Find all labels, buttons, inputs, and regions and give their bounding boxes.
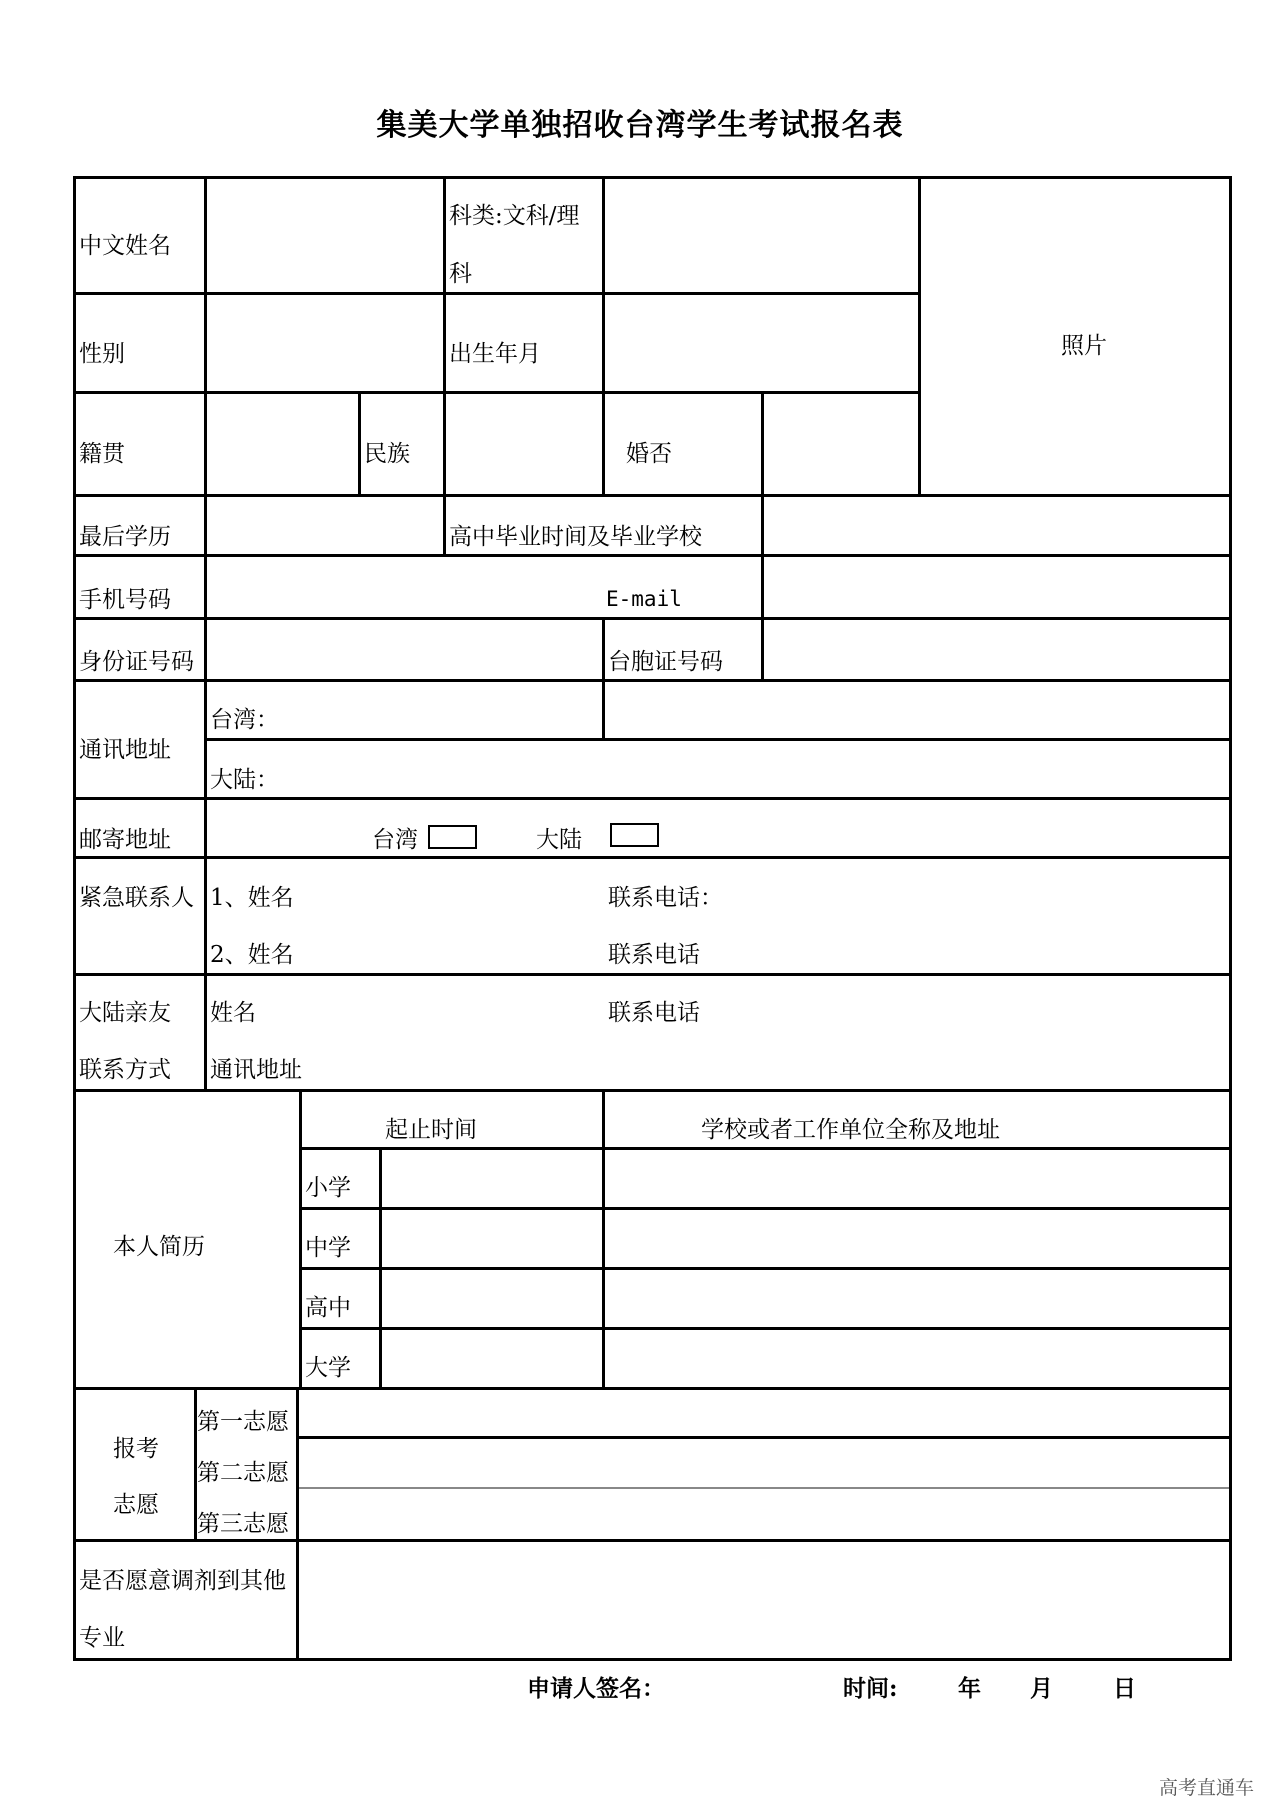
row-divider	[76, 617, 1229, 620]
form-title: 集美大学单独招收台湾学生考试报名表	[376, 108, 904, 143]
label-photo: 照片	[1061, 333, 1107, 359]
label-subject-line1: 科类:文科/理	[449, 203, 580, 229]
label-gender: 性别	[79, 341, 125, 367]
label-native-place: 籍贯	[79, 441, 125, 467]
relatives-phone: 联系电话	[608, 1000, 700, 1026]
mailing-mainland-checkbox[interactable]	[610, 823, 659, 847]
mailing-taiwan: 台湾	[372, 827, 418, 853]
row-divider	[302, 1147, 1229, 1150]
choice-second: 第二志愿	[197, 1460, 289, 1486]
label-adjust-line2: 专业	[79, 1625, 125, 1651]
label-choices-line2: 志愿	[113, 1492, 159, 1518]
label-marital: 婚否	[626, 441, 672, 467]
label-emergency: 紧急联系人	[79, 885, 194, 911]
row-divider	[76, 973, 1229, 976]
row-divider	[76, 1539, 1229, 1542]
label-adjust-line1: 是否愿意调剂到其他	[79, 1568, 286, 1594]
row-divider	[302, 1327, 1229, 1330]
label-mailing: 邮寄地址	[79, 827, 171, 853]
row-divider	[299, 1436, 1229, 1439]
label-hs-grad: 高中毕业时间及毕业学校	[449, 524, 702, 550]
emergency-name2: 2、姓名	[210, 942, 294, 968]
choice-third: 第三志愿	[197, 1511, 289, 1537]
address-mainland: 大陆：	[210, 767, 279, 793]
label-birth: 出生年月	[449, 341, 541, 367]
column-divider	[761, 391, 764, 679]
resume-row-high: 高中	[305, 1295, 351, 1321]
label-id-number: 身份证号码	[79, 649, 194, 675]
label-relatives-line2: 联系方式	[79, 1057, 171, 1083]
label-choices-line1: 报考	[113, 1436, 159, 1462]
label-relatives-line1: 大陆亲友	[79, 1000, 171, 1026]
label-email: E-mail	[606, 587, 682, 611]
mailing-taiwan-checkbox[interactable]	[428, 825, 477, 849]
column-divider	[358, 391, 361, 494]
row-divider	[76, 1089, 1229, 1092]
year-label: 年	[958, 1675, 981, 1702]
resume-row-college: 大学	[305, 1355, 351, 1381]
column-divider	[296, 1387, 299, 1539]
row-divider	[302, 1267, 1229, 1270]
label-resume: 本人简历	[113, 1234, 205, 1260]
mailing-mainland: 大陆	[536, 827, 582, 853]
row-divider	[76, 797, 1229, 800]
resume-col-time: 起止时间	[385, 1117, 477, 1143]
time-label: 时间:	[843, 1675, 898, 1702]
month-label: 月	[1030, 1675, 1053, 1702]
label-subject-line2: 科	[449, 261, 472, 287]
row-divider	[76, 856, 1229, 859]
column-divider	[602, 617, 605, 738]
row-divider	[76, 679, 1229, 682]
resume-row-primary: 小学	[305, 1175, 351, 1201]
label-mobile: 手机号码	[79, 587, 171, 613]
row-divider	[302, 1207, 1229, 1210]
signature-label: 申请人签名：	[527, 1675, 665, 1702]
label-address: 通讯地址	[79, 737, 171, 763]
column-divider	[443, 179, 446, 554]
column-divider	[602, 179, 605, 494]
column-divider	[918, 179, 921, 494]
column-divider	[602, 1089, 605, 1387]
emergency-phone2: 联系电话	[608, 942, 700, 968]
watermark: 高考直通车	[1158, 1777, 1254, 1799]
day-label: 日	[1113, 1675, 1136, 1702]
resume-col-school: 学校或者工作单位全称及地址	[701, 1117, 1000, 1143]
row-divider	[76, 292, 918, 295]
column-divider	[204, 179, 207, 973]
registration-form-table	[73, 176, 1232, 1661]
row-divider	[76, 494, 1229, 497]
row-divider	[299, 1487, 1229, 1489]
column-divider	[379, 1147, 382, 1387]
emergency-phone1: 联系电话：	[608, 885, 723, 911]
label-chinese-name: 中文姓名	[79, 233, 171, 259]
column-divider	[299, 1089, 302, 1387]
relatives-name: 姓名	[210, 1000, 256, 1026]
row-divider	[207, 738, 1229, 741]
resume-row-middle: 中学	[305, 1235, 351, 1261]
label-ethnicity: 民族	[364, 441, 410, 467]
address-taiwan: 台湾：	[210, 707, 279, 733]
emergency-name1: 1、姓名	[210, 885, 294, 911]
label-taibao: 台胞证号码	[608, 649, 723, 675]
column-divider	[204, 973, 207, 1089]
label-education: 最后学历	[79, 524, 171, 550]
row-divider	[76, 1387, 1229, 1390]
row-divider	[76, 554, 1229, 557]
relatives-address: 通讯地址	[210, 1057, 302, 1083]
row-divider	[76, 391, 918, 394]
column-divider	[296, 1539, 299, 1658]
choice-first: 第一志愿	[197, 1409, 289, 1435]
